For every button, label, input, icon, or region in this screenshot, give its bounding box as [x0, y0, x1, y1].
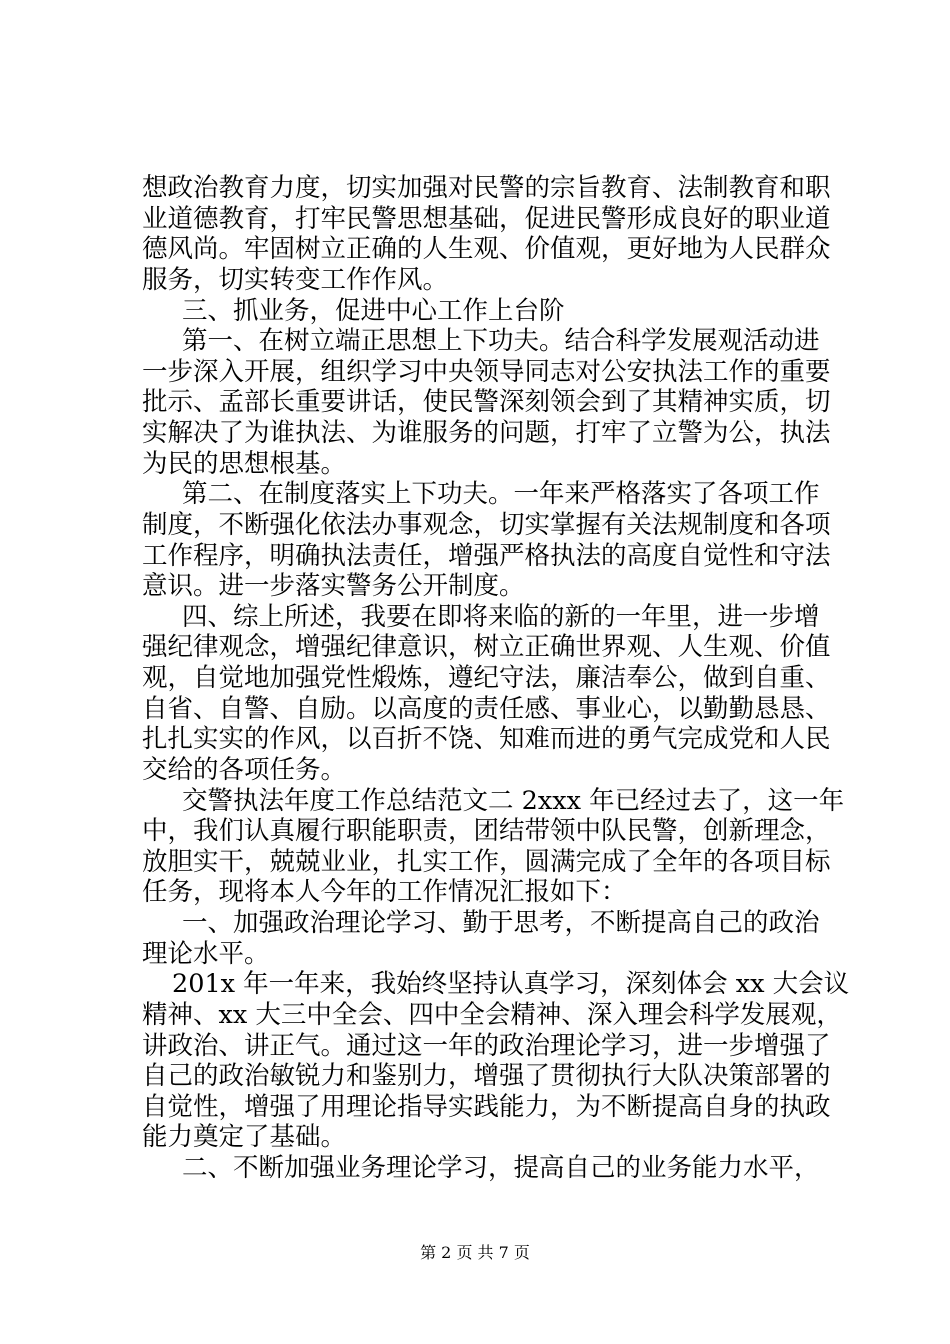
- body-text-line: 一步深入开展，组织学习中央领导同志对公安执法工作的重要: [142, 357, 831, 387]
- body-text-line: 任务，现将本人今年的工作情况汇报如下：: [142, 877, 627, 907]
- section-heading: 二、不断加强业务理论学习，提高自己的业务能力水平，: [182, 1153, 820, 1183]
- body-text-line: 批示、孟部长重要讲话，使民警深刻领会到了其精神实质，切: [142, 387, 831, 417]
- body-text-line: 第一、在树立端正思想上下功夫。结合科学发展观活动进: [182, 326, 820, 356]
- body-text-line: 讲政治、讲正气。通过这一年的政治理论学习，进一步增强了: [142, 1031, 831, 1061]
- body-text-line: 扎扎实实的作风，以百折不饶、知难而进的勇气完成党和人民: [142, 724, 831, 754]
- section-heading: 三、抓业务，促进中心工作上台阶: [182, 296, 565, 326]
- body-text-line: 交警执法年度工作总结范文二 2xxx 年已经过去了，这一年: [182, 786, 845, 816]
- body-text-line: 德风尚。牢固树立正确的人生观、价值观，更好地为人民群众: [142, 234, 831, 264]
- section-heading: 四、综上所述，我要在即将来临的新的一年里，进一步增: [182, 602, 820, 632]
- body-text-line: 自觉性，增强了用理论指导实践能力，为不断提高自身的执政: [142, 1092, 831, 1122]
- body-text-line: 放胆实干，兢兢业业，扎实工作，圆满完成了全年的各项目标: [142, 847, 831, 877]
- body-text-line: 意识。进一步落实警务公开制度。: [142, 571, 525, 601]
- body-text-line: 交给的各项任务。: [142, 755, 347, 785]
- body-text-line: 服务，切实转变工作作风。: [142, 265, 449, 295]
- body-text-line: 强纪律观念，增强纪律意识，树立正确世界观、人生观、价值: [142, 632, 831, 662]
- body-text-line: 自省、自警、自励。以高度的责任感、事业心，以勤勤恳恳、: [142, 694, 831, 724]
- body-text-line: 201x 年一年来，我始终坚持认真学习，深刻体会 xx 大会议: [172, 969, 850, 999]
- page-number-footer: 第 2 页 共 7 页: [420, 1243, 530, 1262]
- body-text-line: 实解决了为谁执法、为谁服务的问题，打牢了立警为公，执法: [142, 418, 831, 448]
- body-text-line: 自己的政治敏锐力和鉴别力，增强了贯彻执行大队决策部署的: [142, 1061, 831, 1091]
- body-text-line: 精神、xx 大三中全会、四中全会精神、深入理会科学发展观，: [142, 1000, 842, 1030]
- body-text-line: 中，我们认真履行职能职责，团结带领中队民警，创新理念，: [142, 816, 831, 846]
- body-text-line: 能力奠定了基础。: [142, 1122, 347, 1152]
- body-text-line: 为民的思想根基。: [142, 449, 347, 479]
- body-text-line: 想政治教育力度，切实加强对民警的宗旨教育、法制教育和职: [142, 173, 831, 203]
- body-text-line: 理论水平。: [142, 939, 270, 969]
- body-text-line: 第二、在制度落实上下功夫。一年来严格落实了各项工作: [182, 479, 820, 509]
- body-text-line: 工作程序，明确执法责任，增强严格执法的高度自觉性和守法: [142, 541, 831, 571]
- section-heading: 一、加强政治理论学习、勤于思考，不断提高自己的政治: [182, 908, 820, 938]
- body-text-line: 制度，不断强化依法办事观念，切实掌握有关法规制度和各项: [142, 510, 831, 540]
- body-text-line: 业道德教育，打牢民警思想基础，促进民警形成良好的职业道: [142, 204, 831, 234]
- body-text-line: 观，自觉地加强党性煅炼，遵纪守法，廉洁奉公，做到自重、: [142, 663, 831, 693]
